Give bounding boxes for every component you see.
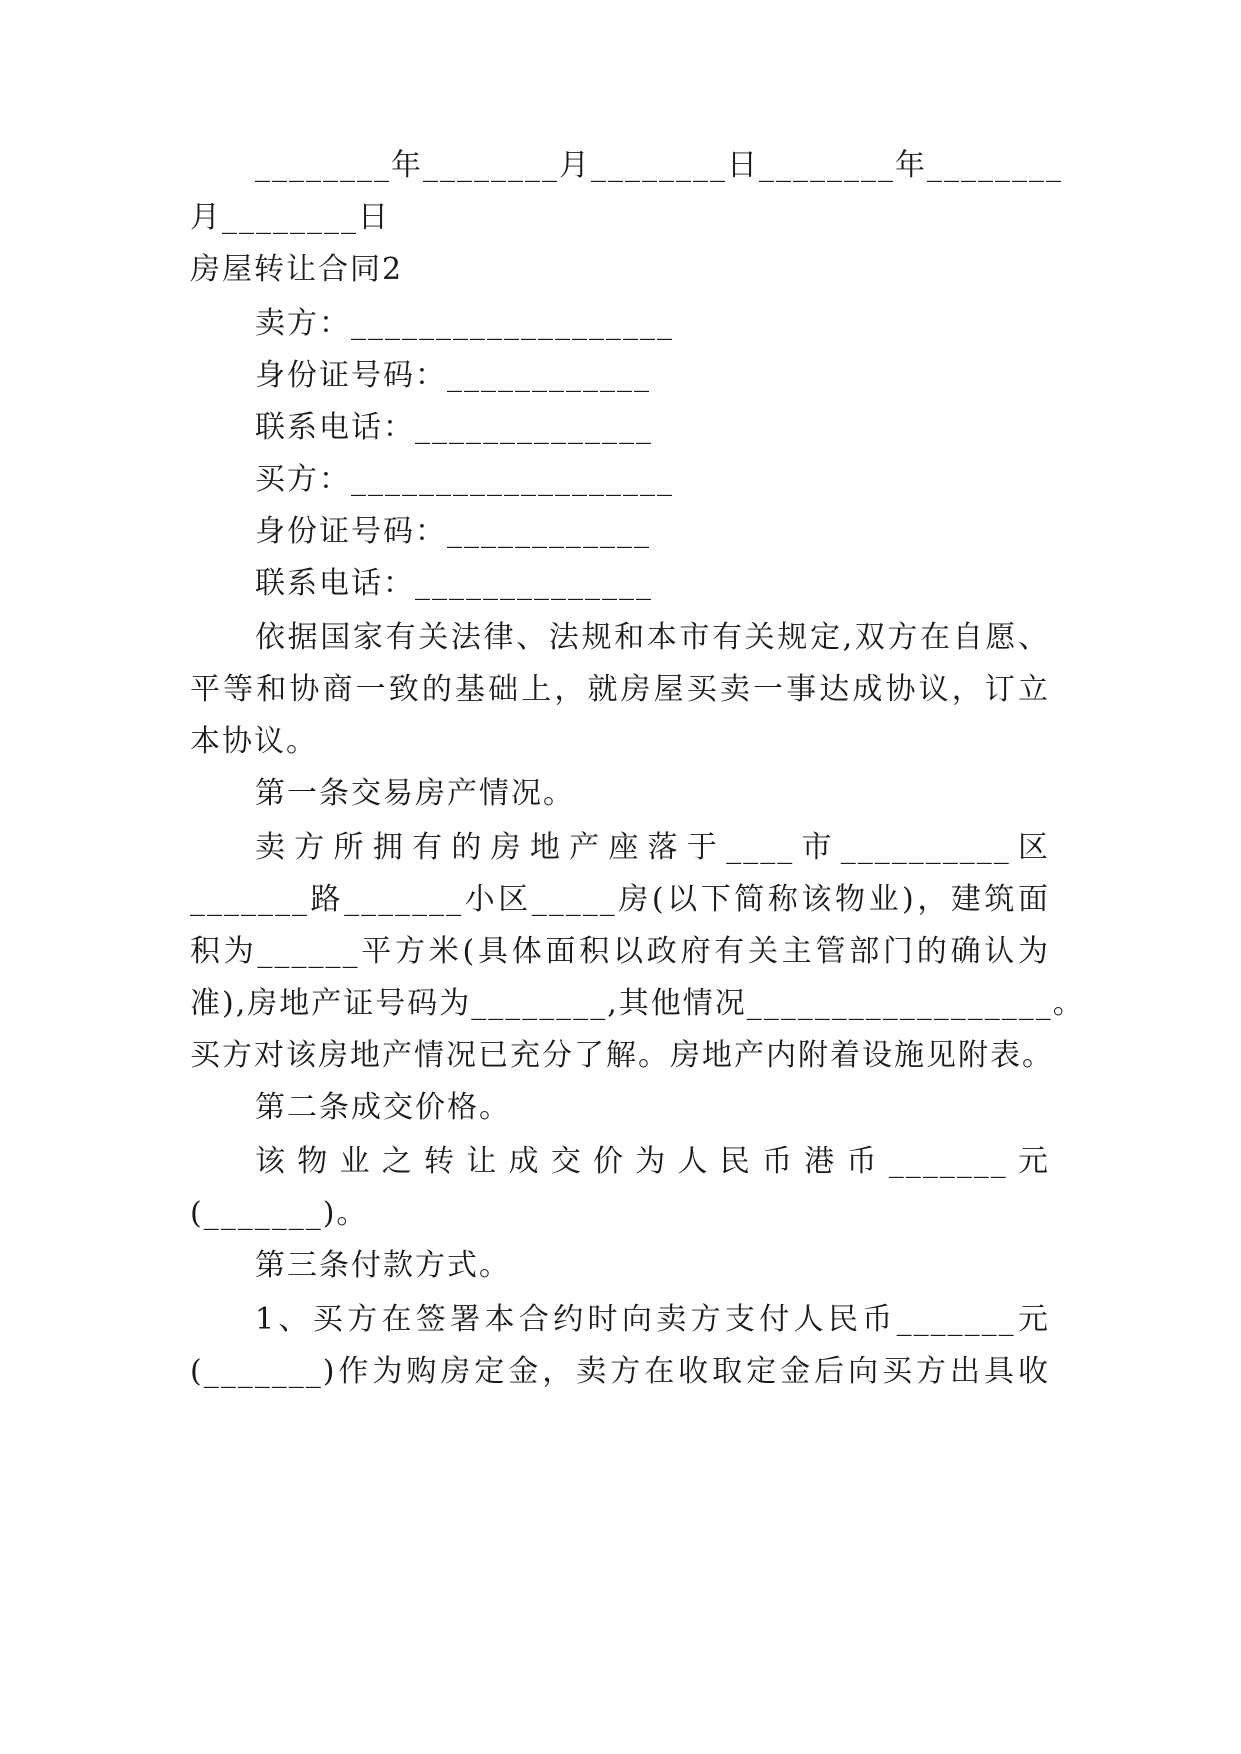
contract-title: 房屋转让合同2	[190, 252, 404, 287]
seller-phone-field: 联系电话：______________	[255, 410, 653, 445]
date-line-2: 月________日	[190, 200, 390, 235]
article-1-line-1: 卖方所拥有的房地产座落于____市__________区	[255, 830, 1050, 865]
article-1-line-3: 积为______平方米(具体面积以政府有关主管部门的确认为	[190, 934, 1050, 969]
preamble-line-2: 平等和协商一致的基础上，就房屋买卖一事达成协议，订立	[190, 672, 1050, 707]
buyer-name-field: 买方：___________________	[255, 462, 674, 497]
article-3-heading: 第三条付款方式。	[255, 1248, 511, 1283]
article-3-line-1: 1、买方在签署本合约时向卖方支付人民币_______元	[255, 1302, 1050, 1337]
buyer-id-field: 身份证号码：____________	[255, 514, 651, 549]
article-2-line-2: (_______)。	[190, 1196, 369, 1231]
article-1-line-4: 准),房地产证号码为________,其他情况__________________。	[190, 986, 1085, 1021]
seller-name-field: 卖方：___________________	[255, 306, 674, 341]
article-2-heading: 第二条成交价格。	[255, 1090, 511, 1125]
preamble-line-1: 依据国家有关法律、法规和本市有关规定,双方在自愿、	[255, 620, 1050, 655]
buyer-phone-field: 联系电话：______________	[255, 566, 653, 601]
date-line-1: ________年________月________日________年________	[255, 148, 1063, 183]
article-3-line-2: (_______)作为购房定金，卖方在收取定金后向买方出具收	[190, 1354, 1050, 1389]
article-1-line-5: 买方对该房地产情况已充分了解。房地产内附着设施见附表。	[190, 1038, 1054, 1073]
seller-id-field: 身份证号码：____________	[255, 358, 651, 393]
preamble-line-3: 本协议。	[190, 724, 318, 759]
article-2-line-1: 该物业之转让成交价为人民币港币_______元	[255, 1144, 1050, 1179]
article-1-heading: 第一条交易房产情况。	[255, 776, 575, 811]
article-1-line-2: _______路_______小区_____房(以下简称该物业)，建筑面	[190, 882, 1050, 917]
